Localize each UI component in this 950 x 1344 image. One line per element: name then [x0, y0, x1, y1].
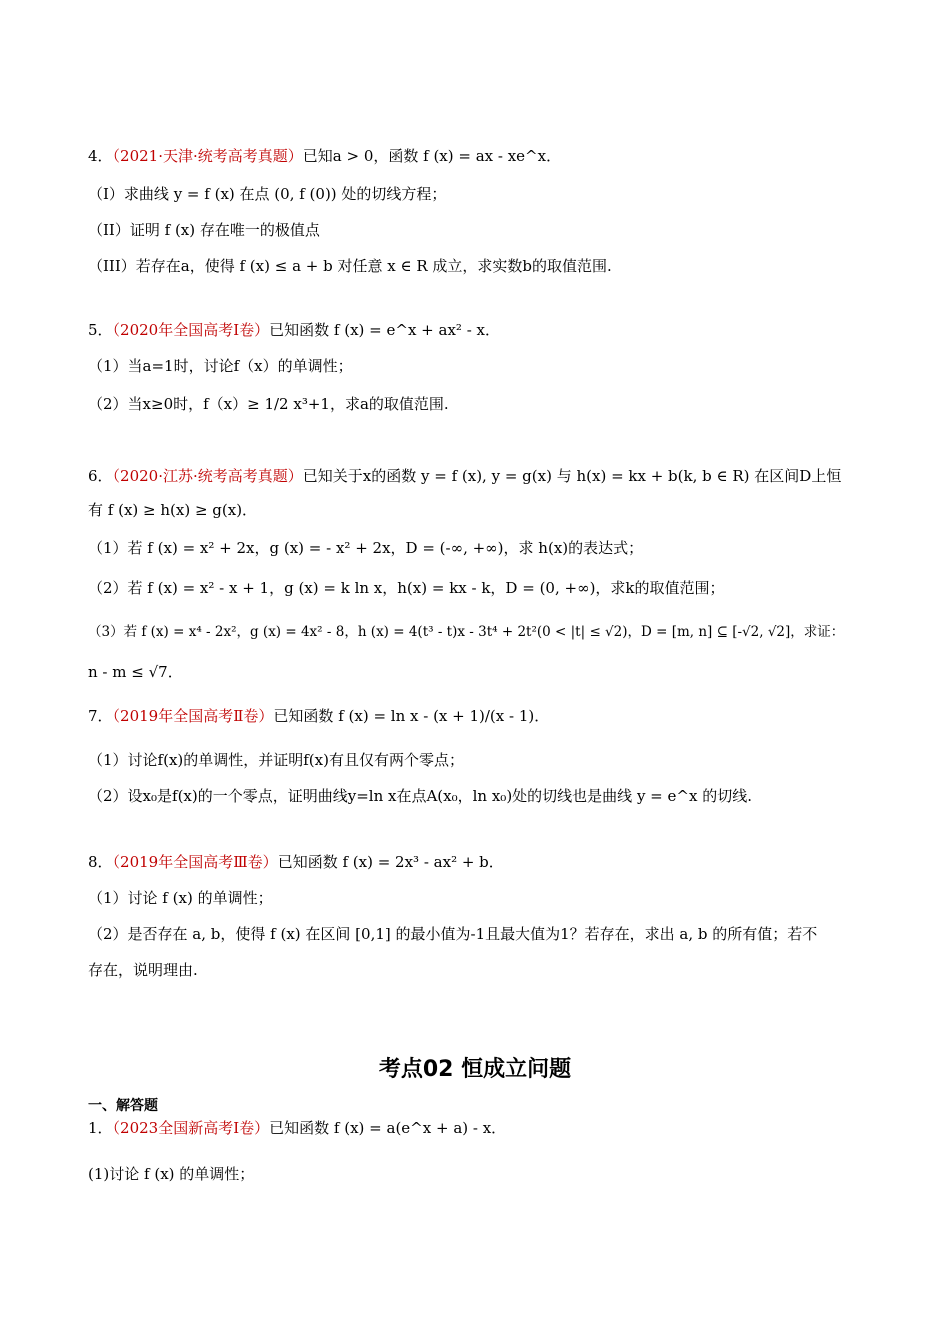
problem-6-part-2: （2）若 f (x) = x² - x + 1，g (x) = k ln x，h(x) = kx - k，D = (0, +∞)，求k的取值范围； — [88, 579, 725, 597]
section-subtitle: 一、解答题 — [88, 1098, 158, 1114]
problem-6-text: 已知关于x的函数 y = f (x), y = g(x) 与 h(x) = kx + b(k, b ∈ R) 在区间D上恒 — [302, 467, 842, 485]
problem-6-part-3-cont: n - m ≤ √7． — [88, 663, 183, 681]
problem-6-part-1: （1）若 f (x) = x² + 2x，g (x) = - x² + 2x，D = (-∞, +∞)，求 h(x)的表达式； — [88, 539, 644, 557]
problem-8-text: 已知函数 f (x) = 2x³ - ax² + b． — [277, 853, 504, 871]
problem-5-part-2: （2）当x≥0时，f（x）≥ 1/2 x³+1，求a的取值范围. — [88, 395, 449, 413]
problem-8-source: （2019年全国高考Ⅲ卷） — [112, 853, 278, 871]
problem-4-stem: 4．（2021·天津·统考高考真题）已知a > 0，函数 f (x) = ax - xe^x． — [88, 147, 562, 165]
problem-8-stem: 8．（2019年全国高考Ⅲ卷）已知函数 f (x) = 2x³ - ax² + b． — [88, 853, 504, 871]
section-problem-1-text: 已知函数 f (x) = a(e^x + a) - x． — [269, 1119, 507, 1137]
problem-4-part-3: （III）若存在a，使得 f (x) ≤ a + b 对任意 x ∈ R 成立，求实数b的取值范围. — [88, 257, 612, 275]
problem-8-part-2: （2）是否存在 a, b，使得 f (x) 在区间 [0,1] 的最小值为-1且最大值为1？若存在，求出 a, b 的所有值；若不 — [88, 925, 818, 943]
problem-5-source: （2020年全国高考Ⅰ卷） — [112, 321, 270, 339]
section-problem-1-source: （2023全国新高考Ⅰ卷） — [112, 1119, 270, 1137]
problem-7-part-2: （2）设x₀是f(x)的一个零点，证明曲线y=ln x在点A(x₀，ln x₀)处的切线也是曲线 y = e^x 的切线. — [88, 787, 752, 805]
problem-5-part-1: （1）当a=1时，讨论f（x）的单调性； — [88, 357, 353, 375]
problem-4-part-2: （II）证明 f (x) 存在唯一的极值点 — [88, 221, 320, 239]
problem-5-text: 已知函数 f (x) = e^x + ax² - x． — [269, 321, 501, 339]
section-title: 考点02 恒成立问题 — [378, 1057, 572, 1082]
section-problem-1-part-1: (1)讨论 f (x) 的单调性； — [88, 1165, 255, 1183]
problem-8-part-2-cont: 存在，说明理由. — [88, 961, 198, 979]
problem-7-stem: 7．（2019年全国高考Ⅱ卷）已知函数 f (x) = ln x - (x + 1)/(x - 1)． — [88, 707, 550, 725]
problem-7-source: （2019年全国高考Ⅱ卷） — [112, 707, 274, 725]
problem-4-text: 已知a > 0，函数 f (x) = ax - xe^x． — [302, 147, 562, 165]
problem-6-part-3: （3）若 f (x) = x⁴ - 2x²，g (x) = 4x² - 8，h (x) = 4(t³ - t)x - 3t⁴ + 2t²(0 < |t| ≤ √2)，D = [m, n] ⊆ [-√2, √2]，求证： — [88, 624, 845, 640]
problem-7-text: 已知函数 f (x) = ln x - (x + 1)/(x - 1)． — [273, 707, 550, 725]
problem-6-source: （2020·江苏·统考高考真题） — [112, 467, 303, 485]
problem-4-part-1: （I）求曲线 y = f (x) 在点 (0, f (0)) 处的切线方程； — [88, 185, 447, 203]
problem-6-stem: 6．（2020·江苏·统考高考真题）已知关于x的函数 y = f (x), y = g(x) 与 h(x) = kx + b(k, b ∈ R) 在区间D上恒 — [88, 467, 842, 485]
problem-4-source: （2021·天津·统考高考真题） — [112, 147, 303, 165]
problem-8-part-1: （1）讨论 f (x) 的单调性； — [88, 889, 273, 907]
problem-6-stem-cont: 有 f (x) ≥ h(x) ≥ g(x)． — [88, 501, 258, 519]
problem-7-part-1: （1）讨论f(x)的单调性，并证明f(x)有且仅有两个零点； — [88, 751, 464, 769]
section-problem-1-stem: 1．（2023全国新高考Ⅰ卷）已知函数 f (x) = a(e^x + a) - x． — [88, 1119, 507, 1137]
problem-5-stem: 5．（2020年全国高考Ⅰ卷）已知函数 f (x) = e^x + ax² - x． — [88, 321, 501, 339]
